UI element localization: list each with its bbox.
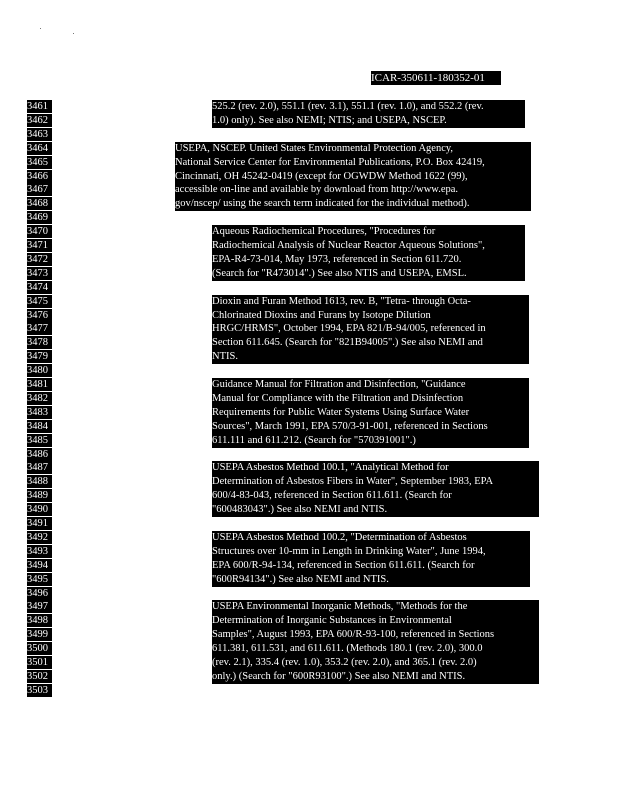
line-number: 3480 (27, 364, 52, 377)
entry-line: Radiochemical Analysis of Nuclear Reactor Aqueous Solutions", (212, 240, 485, 251)
line-number: 3473 (27, 267, 52, 280)
line-number: 3481 (27, 378, 52, 391)
entry-line: USEPA Asbestos Method 100.1, "Analytical Method for (212, 462, 449, 474)
line-number: 3465 (27, 156, 52, 169)
line-number: 3479 (27, 350, 52, 363)
entry-line: HRGC/HRMS", October 1994, EPA 821/B-94/005, referenced in (212, 323, 486, 335)
entry-line: Dioxin and Furan Method 1613, rev. B, "Tetra- through Octa- (212, 295, 471, 307)
entry-line: gov/nscep/ using the search term indicated for the individual method). (175, 198, 470, 210)
line-number: 3464 (27, 142, 52, 155)
entry-line: 600/4-83-043, referenced in Section 611.611. (Search for (212, 490, 452, 502)
reference-entry (212, 531, 530, 587)
entry-line: 611.111 and 611.212. (Search for "570391001".) (212, 434, 416, 446)
entry-line: Requirements for Public Water Systems Using Surface Water (212, 406, 470, 418)
line-number: 3493 (27, 545, 52, 558)
entry-line: "600R94134".) See also NEMI and NTIS. (212, 573, 389, 585)
line-number: 3485 (27, 434, 52, 447)
line-number: 3490 (27, 503, 52, 516)
line-number: 3489 (27, 489, 52, 502)
line-number: 3491 (27, 517, 52, 530)
reference-entry (212, 461, 539, 517)
entry-line: Aqueous Radiochemical Procedures, "Procedures for (212, 226, 436, 238)
entry-line: (Search for "R473014".) See also NTIS and USEPA, EMSL. (212, 267, 467, 279)
line-number: 3487 (27, 461, 52, 474)
entry-line: 1.0) only). See also NEMI; NTIS; and USEPA, NSCEP. (212, 114, 447, 126)
line-number: 3495 (27, 573, 52, 586)
entry-line: Structures over 10-mm in Length in Drinking Water", June 1994, (212, 545, 486, 557)
line-number: 3475 (27, 295, 52, 308)
line-number: 3468 (27, 197, 52, 210)
line-number: 3492 (27, 531, 52, 544)
entry-line: USEPA, NSCEP. United States Environmental Protection Agency, (175, 142, 454, 154)
line-number: 3496 (27, 587, 52, 600)
line-number: 3474 (27, 281, 52, 294)
entry-line: (rev. 2.1), 335.4 (rev. 1.0), 353.2 (rev. 2.0), and 365.1 (rev. 2.0) (212, 657, 477, 669)
line-number: 3484 (27, 420, 52, 433)
line-number: 3497 (27, 600, 52, 613)
reference-entry (212, 225, 525, 281)
reference-entry (175, 142, 531, 212)
entry-line: EPA-R4-73-014, May 1973, referenced in Section 611.720. (212, 253, 462, 265)
entry-line: National Service Center for Environmental Publications, P.O. Box 42419, (175, 156, 485, 168)
line-number: 3498 (27, 614, 52, 627)
scan-speck (73, 33, 74, 34)
line-number: 3472 (27, 253, 52, 266)
line-number: 3476 (27, 309, 52, 322)
reference-entry (212, 295, 529, 365)
line-number: 3466 (27, 170, 52, 183)
entry-line: Section 611.645. (Search for "821B94005".) See also NEMI and (212, 337, 483, 349)
scan-speck (40, 28, 41, 29)
entry-line: Determination of Inorganic Substances in Environmental (212, 615, 452, 627)
line-number: 3482 (27, 392, 52, 405)
entry-line: Guidance Manual for Filtration and Disinfection, "Guidance (212, 379, 466, 390)
entry-line: 611.381, 611.531, and 611.611. (Methods 180.1 (rev. 2.0), 300.0 (212, 643, 483, 655)
reference-entry (212, 600, 539, 683)
line-number: 3461 (27, 100, 52, 113)
entry-line: Sources", March 1991, EPA 570/3-91-001, referenced in Sections (212, 420, 488, 432)
entry-line: NTIS. (212, 351, 238, 363)
line-number: 3502 (27, 670, 52, 683)
line-number: 3463 (27, 128, 52, 141)
entry-line: Samples", August 1993, EPA 600/R-93-100, referenced in Sections (212, 629, 495, 641)
line-number: 3503 (27, 684, 52, 697)
entry-line: EPA 600/R-94-134, referenced in Section 611.611. (Search for (212, 559, 475, 571)
entry-line: only.) (Search for "600R93100".) See also NEMI and NTIS. (212, 670, 466, 682)
line-number: 3486 (27, 448, 52, 461)
entry-line: Cincinnati, OH 45242-0419 (except for OGWDW Method 1622 (99), (175, 170, 468, 182)
line-number: 3469 (27, 211, 52, 224)
entry-line: USEPA Environmental Inorganic Methods, "Methods for the (212, 601, 468, 613)
line-number: 3501 (27, 656, 52, 669)
entry-line: 525.2 (rev. 2.0), 551.1 (rev. 3.1), 551.1 (rev. 1.0), and 552.2 (rev. (212, 101, 484, 112)
document-id: ICAR-350611-180352-01 (371, 71, 501, 85)
line-number: 3470 (27, 225, 52, 238)
entry-line: "600483043".) See also NEMI and NTIS. (212, 504, 388, 516)
line-number: 3477 (27, 322, 52, 335)
entry-line: accessible on-line and available by download from http://www.epa. (175, 184, 459, 196)
entry-line: Determination of Asbestos Fibers in Water", September 1983, EPA (212, 476, 494, 488)
line-number: 3462 (27, 114, 52, 127)
line-number: 3488 (27, 475, 52, 488)
line-number: 3483 (27, 406, 52, 419)
line-number: 3478 (27, 336, 52, 349)
line-number: 3494 (27, 559, 52, 572)
line-number: 3499 (27, 628, 52, 641)
reference-entry (212, 378, 529, 448)
entry-line: Manual for Compliance with the Filtration and Disinfection (212, 392, 464, 404)
reference-entry (212, 100, 525, 128)
line-number: 3500 (27, 642, 52, 655)
line-number: 3467 (27, 183, 52, 196)
line-number: 3471 (27, 239, 52, 252)
entry-line: Chlorinated Dioxins and Furans by Isotope Dilution (212, 309, 431, 321)
entry-line: USEPA Asbestos Method 100.2, "Determination of Asbestos (212, 531, 467, 543)
